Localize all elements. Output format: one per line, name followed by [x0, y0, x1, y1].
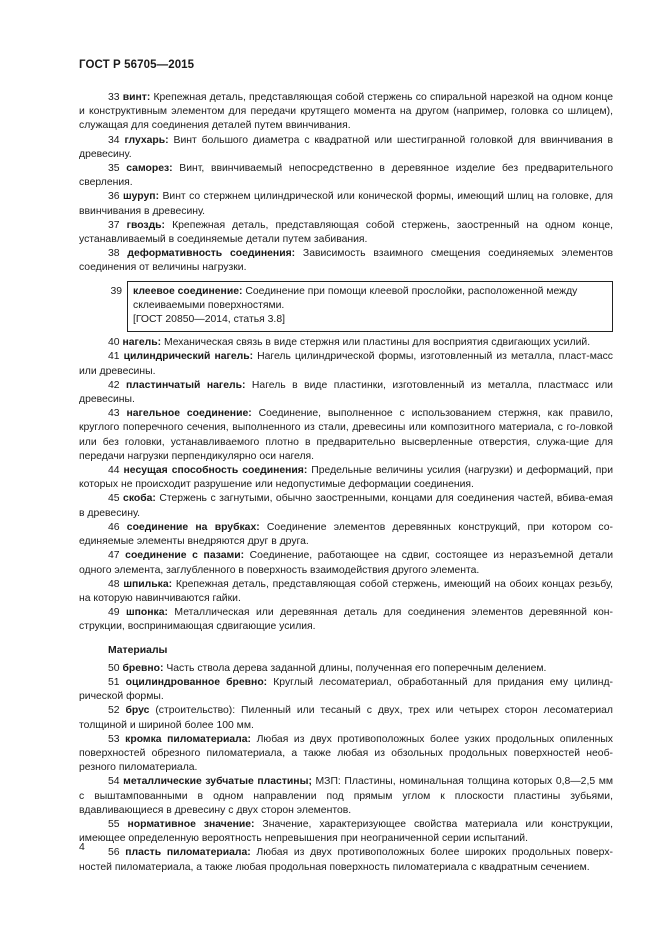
term-entry: [79, 492, 613, 520]
term-number: 37: [108, 219, 120, 231]
term-name: нагельное соединение:: [126, 408, 252, 420]
term-name: гвоздь:: [126, 219, 166, 231]
term-entry: [79, 549, 613, 577]
term-entry: [79, 350, 613, 378]
term-definition: Стержень с загнутыми, обычно заостренными, концами для соединения частей, вбива-емая в древесину.: [79, 493, 613, 519]
term-number: 35: [108, 163, 120, 175]
term-definition: Предельные величины усилия (нагрузки) и деформаций, при которых не происходит разрушение или недопустимые деформации соединения.: [79, 465, 614, 491]
term-name: пласть пиломатериала:: [125, 847, 251, 859]
term-number: 46: [108, 521, 120, 533]
boxed-term-text: Соединение при помощи клеевой прослойки, расположенной между склеиваемыми поверхностями.: [133, 285, 578, 311]
term-name: соединение на врубках:: [126, 521, 260, 533]
term-number: 40: [108, 337, 120, 349]
term-entry: [79, 733, 613, 776]
term-entry: [79, 521, 613, 549]
term-name: шпонка:: [126, 607, 168, 619]
term-definition: Винт, ввинчиваемый непосредственно в деревянное изделие без предварительного сверления.: [79, 163, 613, 189]
term-number: 50: [108, 662, 120, 674]
term-number: 36: [108, 191, 120, 203]
term-definition: Винт большого диаметра с квадратной или шестигранной головкой для ввинчивания в древесину.: [79, 134, 613, 160]
term-name: скоба:: [123, 493, 156, 505]
term-entry: [79, 606, 613, 634]
term-name: шуруп:: [123, 191, 160, 203]
term-number: 51: [108, 676, 120, 688]
term-name: нагель:: [122, 337, 162, 349]
boxed-term-number: 39: [110, 285, 122, 297]
term-entry: [79, 818, 613, 846]
boxed-term-definition: [133, 285, 607, 313]
term-number: 56: [108, 847, 120, 859]
term-name: бревно:: [122, 662, 164, 674]
term-definition: Нагель цилиндрической формы, изготовленный из металла, пласт-масс или древесины.: [79, 351, 614, 377]
term-entry: [79, 336, 613, 350]
term-name: брус: [125, 705, 150, 717]
boxed-term-frame: [127, 281, 613, 333]
term-name: шпилька:: [123, 578, 173, 590]
term-definition: Соединение, выполненное с использованием стержня, как правило, круглого поперечного сечения, выполненного из стали, древесины или композитного материала, с го-ловкой или без головки, устанавливаемого плотно в предварительно высверленные отверстия, служа-щие для передачи нагрузки перпендикулярно оси нагеля.: [79, 408, 613, 462]
term-entry: [79, 134, 613, 162]
term-name: несущая способность соединения:: [123, 465, 308, 477]
term-definition: Винт со стержнем цилиндрической или конической формы, имеющий шлиц на головке, для ввинчивания в древесину.: [79, 191, 614, 217]
term-definition: Металлическая или деревянная деталь для соединения элементов деревянной кон-струкции, воспринимающая сдвигающие усилия.: [79, 607, 613, 633]
term-number: 41: [108, 351, 120, 363]
term-definition: Зависимость взаимного смещения соединяемых элементов соединения от величины нагрузки.: [79, 248, 614, 274]
term-entry: [79, 578, 613, 606]
term-entry: [79, 190, 613, 218]
term-definition: Часть ствола дерева заданной длины, полученная его поперечным делением.: [163, 662, 547, 674]
term-definition: МЗП: Пластины, номинальная толщина которых 0,8—2,5 мм с выштампованными в одном направлении под прямым углом к плоскости пластины зубьями, вдавливающиеся в древесину с двух сторон элементов.: [79, 776, 614, 816]
term-definition: Крепежная деталь, представляющая собой стержень, имеющий на обоих концах резьбу, на которую навинчиваются гайки.: [79, 578, 613, 604]
term-number: 48: [108, 578, 120, 590]
term-number: 52: [108, 705, 120, 717]
terms-group-connections: [79, 336, 613, 634]
page-number: 4: [79, 842, 85, 853]
term-entry: [79, 464, 613, 492]
term-entry: [79, 407, 613, 464]
term-number: 49: [108, 607, 120, 619]
term-number: 54: [108, 776, 120, 788]
term-number: 43: [108, 408, 120, 420]
term-name: глухарь:: [124, 134, 169, 146]
term-entry: [79, 379, 613, 407]
term-definition: Любая из двух противоположных более широких продольных поверх-ностей пиломатериала, а также любая продольная поверхность пиломатериала с квадратным сечением.: [79, 847, 613, 873]
term-definition: (строительство): Пиленный или тесаный с двух, трех или четырех сторон лесоматериал толщиной и шириной более 100 мм.: [79, 705, 613, 731]
term-entry: [79, 662, 613, 676]
term-entry: [79, 704, 613, 732]
document-body: [79, 91, 613, 875]
term-definition: Соединение элементов деревянных конструкций, при котором со-единяемые элементы внедряются друг в друга.: [79, 521, 613, 548]
term-name: деформативность соединения:: [127, 248, 296, 260]
term-number: 53: [108, 733, 120, 745]
term-definition: Соединение, работающее на сдвиг, состоящее из неразъемной детали одного элемента, заглубленного в поверхность взаимодействия другого элемента.: [79, 550, 614, 576]
terms-group-materials: [79, 662, 613, 875]
term-number: 34: [108, 134, 120, 146]
term-name: саморез:: [126, 163, 173, 175]
term-definition: Нагель в виде пластинки, изготовленный из металла, пластмасс или древесины.: [79, 379, 613, 406]
term-number: 44: [108, 465, 120, 477]
terms-group-fasteners: [79, 91, 613, 276]
term-definition: Круглый лесоматериал, обработанный для придания ему цилинд-рической формы.: [79, 676, 613, 703]
boxed-term-row: [79, 281, 613, 333]
term-name: оцилиндрованное бревно:: [125, 676, 268, 688]
term-definition: Крепежная деталь, представляющая собой стержень со спиральной нарезкой на одном конце и конструктивным элементом для передачи крутящего момента на другом (например, головка со шлицем), служащая для соединения деталей путем ввинчивания.: [79, 92, 614, 132]
term-entry: [79, 846, 613, 874]
term-number: 45: [108, 493, 120, 505]
term-name: пластинчатый нагель:: [126, 379, 246, 391]
term-entry: [79, 676, 613, 704]
term-entry: [79, 247, 613, 275]
term-name: цилиндрический нагель:: [123, 351, 254, 363]
term-name: металлические зубчатые пластины;: [123, 776, 312, 788]
term-entry: [79, 162, 613, 190]
term-name: нормативное значение:: [127, 818, 255, 830]
boxed-term-name: клеевое соединение:: [133, 285, 243, 297]
boxed-term-reference: [ГОСТ 20850—2014, статья 3.8]: [133, 314, 285, 326]
term-definition: Крепежная деталь, представляющая собой стержень, заостренный на одном конце, устанавливаемый в соединяемые детали путем забивания.: [79, 219, 613, 246]
term-entry: [79, 219, 613, 247]
term-name: винт:: [122, 92, 151, 103]
term-number: 33: [108, 92, 120, 103]
term-number: 55: [108, 818, 120, 830]
term-number: 42: [108, 379, 120, 391]
term-definition: Механическая связь в виде стержня или пластины для восприятия сдвигающих усилий.: [161, 337, 591, 349]
section-title: Материалы: [108, 644, 168, 656]
term-entry: [79, 775, 613, 818]
term-number: 38: [108, 248, 120, 260]
document-header: ГОСТ Р 56705—2015: [79, 59, 195, 71]
term-number: 47: [108, 550, 120, 562]
term-name: соединение с пазами:: [125, 550, 245, 562]
term-definition: Значение, характеризующее свойства материала или конструкции, имеющее определенную вероятность непревышения при неограниченной серии испытаний.: [79, 818, 613, 845]
term-entry: [79, 91, 613, 134]
term-name: кромка пиломатериала:: [125, 733, 252, 745]
term-definition: Любая из двух противоположных более узких продольных опиленных поверхностей обрезного пиломатериала, а также любая из обзольных продольных поверхностей необ-резного пиломатериала.: [79, 733, 613, 774]
